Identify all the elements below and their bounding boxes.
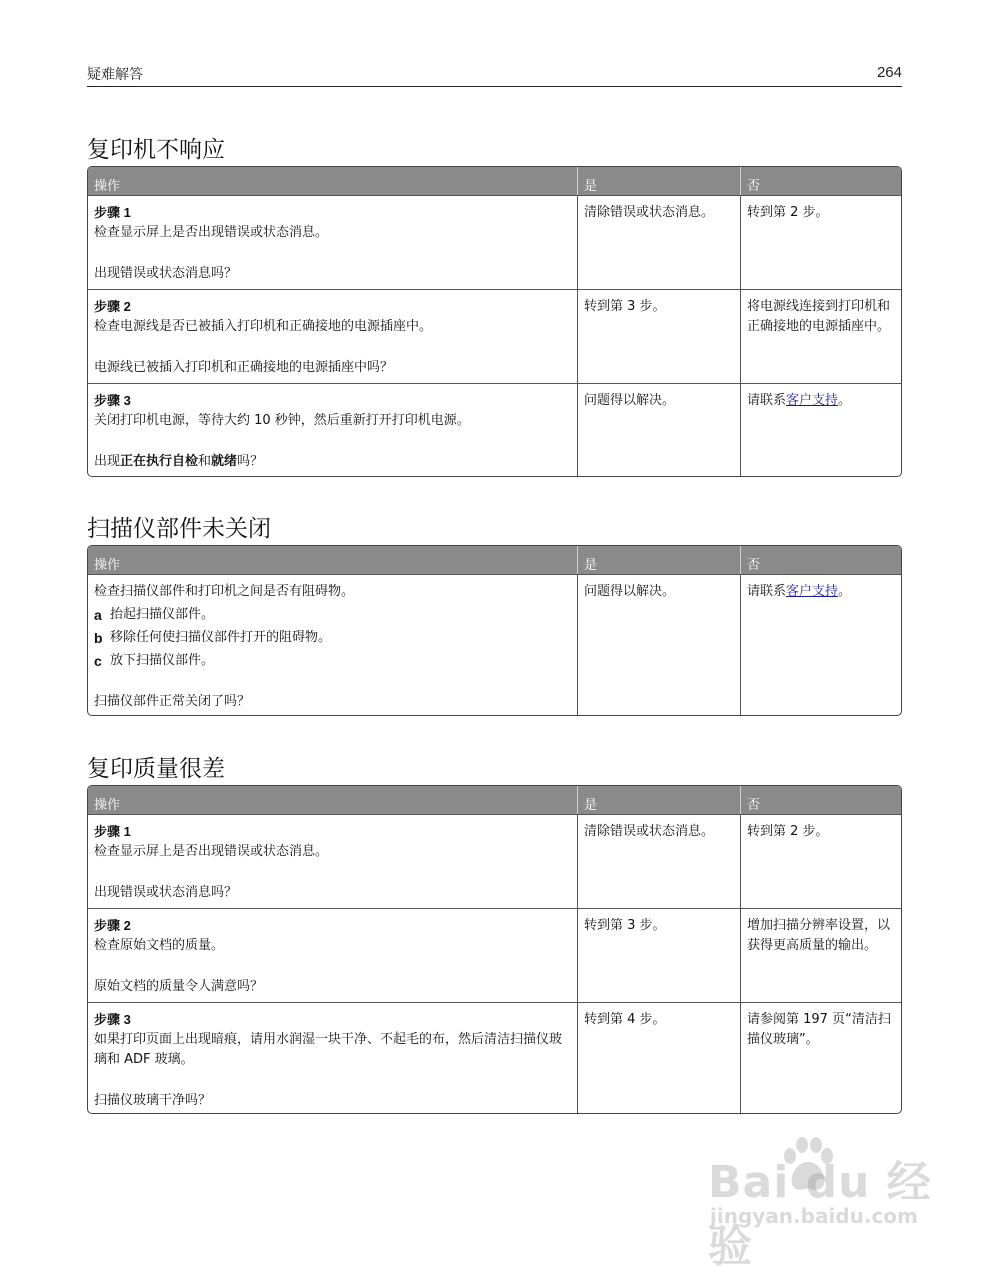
step-question: 原始文档的质量令人满意吗？ [94, 979, 264, 994]
no-cell [740, 575, 901, 716]
step-text: 检查原始文档的质量。 [94, 938, 225, 953]
step-label: 步骤 1 [94, 205, 131, 220]
action-cell [88, 290, 577, 383]
section-title-poor-copy-quality: 复印质量很差 [87, 756, 225, 782]
step-text: 关闭打印机电源，等待大约 10 秒钟，然后重新打开打印机电源。 [94, 413, 470, 428]
table-row [88, 814, 901, 908]
step-question: 扫描仪部件正常关闭了吗？ [94, 694, 251, 709]
col-yes: 是 [577, 167, 740, 195]
no-cell: 将电源线连接到打印机和正确接地的电源插座中。 [740, 290, 901, 383]
section-title-scanner-not-closed: 扫描仪部件未关闭 [87, 516, 271, 542]
table-row [88, 289, 901, 383]
yes-cell: 问题得以解决。 [577, 384, 740, 477]
header-section-title: 疑难解答 [87, 67, 143, 83]
table-row [88, 383, 901, 477]
col-no: 否 [740, 786, 901, 814]
no-cell [740, 384, 901, 477]
substep-label: b [94, 630, 103, 646]
table-row [88, 908, 901, 1002]
step-text: 如果打印页面上出现暗痕，请用水润湿一块干净、不起毛的布，然后清洁扫描仪玻璃和 ADF 玻璃。 [94, 1032, 563, 1067]
substep-label: c [94, 653, 102, 669]
substep-b [94, 628, 571, 648]
step-text: 检查电源线是否已被插入打印机和正确接地的电源插座中。 [94, 319, 433, 334]
table-header [88, 546, 901, 574]
col-yes: 是 [577, 546, 740, 574]
step-question: 出现错误或状态消息吗？ [94, 266, 238, 281]
step-label: 步骤 3 [94, 393, 131, 408]
col-action: 操作 [94, 179, 121, 194]
yes-cell: 问题得以解决。 [577, 575, 740, 716]
message-ready: 就绪 [211, 454, 238, 469]
yes-cell: 转到第 3 步。 [577, 290, 740, 383]
no-cell: 增加扫描分辨率设置，以获得更高质量的输出。 [740, 909, 901, 1002]
question-and: 和 [198, 454, 212, 469]
step-label: 步骤 3 [94, 1012, 131, 1027]
substep-c [94, 651, 571, 671]
substep-label: a [94, 607, 102, 623]
action-cell [88, 1003, 577, 1114]
no-suffix: 。 [838, 584, 852, 599]
no-suffix: 。 [838, 393, 852, 408]
col-no: 否 [740, 546, 901, 574]
action-cell [88, 909, 577, 1002]
step-label: 步骤 2 [94, 918, 131, 933]
watermark [700, 1130, 940, 1272]
no-cell: 转到第 2 步。 [740, 196, 901, 289]
yes-cell: 转到第 3 步。 [577, 909, 740, 1002]
question-suffix: 吗？ [237, 454, 264, 469]
table-header [88, 167, 901, 195]
yes-cell: 清除错误或状态消息。 [577, 815, 740, 908]
action-cell [88, 196, 577, 289]
page-number: 264 [876, 64, 902, 81]
watermark-brand: Bai du 经验 [708, 1157, 932, 1272]
watermark-url: jingyan.baidu.com [710, 1204, 918, 1228]
troubleshoot-table-copier [87, 166, 902, 477]
step-question: 电源线已被插入打印机和正确接地的电源插座中吗？ [94, 360, 394, 375]
yes-cell: 转到第 4 步。 [577, 1003, 740, 1114]
step-text: 检查显示屏上是否出现错误或状态消息。 [94, 225, 329, 240]
troubleshoot-table-scanner [87, 545, 902, 716]
page-header [87, 62, 902, 87]
yes-cell: 清除错误或状态消息。 [577, 196, 740, 289]
no-cell: 请参阅第 197 页“清洁扫描仪玻璃”。 [740, 1003, 901, 1114]
message-self-test: 正在执行自检 [120, 454, 199, 469]
substep-text: 放下扫描仪部件。 [110, 653, 215, 668]
no-cell: 转到第 2 步。 [740, 815, 901, 908]
substep-text: 移除任何使扫描仪部件打开的阻碍物。 [110, 630, 332, 645]
step-label: 步骤 1 [94, 824, 131, 839]
step-question: 扫描仪玻璃干净吗？ [94, 1093, 212, 1108]
substep-a [94, 605, 571, 625]
no-prefix: 请联系 [747, 393, 787, 408]
step-text: 检查扫描仪部件和打印机之间是否有阻碍物。 [94, 584, 355, 599]
col-yes: 是 [577, 786, 740, 814]
troubleshoot-table-copy-quality [87, 785, 902, 1114]
step-text: 检查显示屏上是否出现错误或状态消息。 [94, 844, 329, 859]
table-row [88, 1002, 901, 1114]
col-action: 操作 [94, 798, 121, 813]
section-title-copier-not-responding: 复印机不响应 [87, 137, 225, 163]
step-question: 出现错误或状态消息吗？ [94, 885, 238, 900]
action-cell [88, 575, 577, 716]
table-row [88, 195, 901, 289]
substep-text: 抬起扫描仪部件。 [110, 607, 215, 622]
col-no: 否 [740, 167, 901, 195]
col-action: 操作 [94, 558, 121, 573]
customer-support-link[interactable]: 客户支持 [786, 584, 839, 599]
step-question [94, 452, 571, 472]
action-cell [88, 815, 577, 908]
table-header [88, 786, 901, 814]
customer-support-link[interactable]: 客户支持 [786, 393, 839, 408]
table-row [88, 574, 901, 716]
step-label: 步骤 2 [94, 299, 131, 314]
action-cell [88, 384, 577, 477]
no-prefix: 请联系 [747, 584, 787, 599]
question-prefix: 出现 [94, 454, 121, 469]
